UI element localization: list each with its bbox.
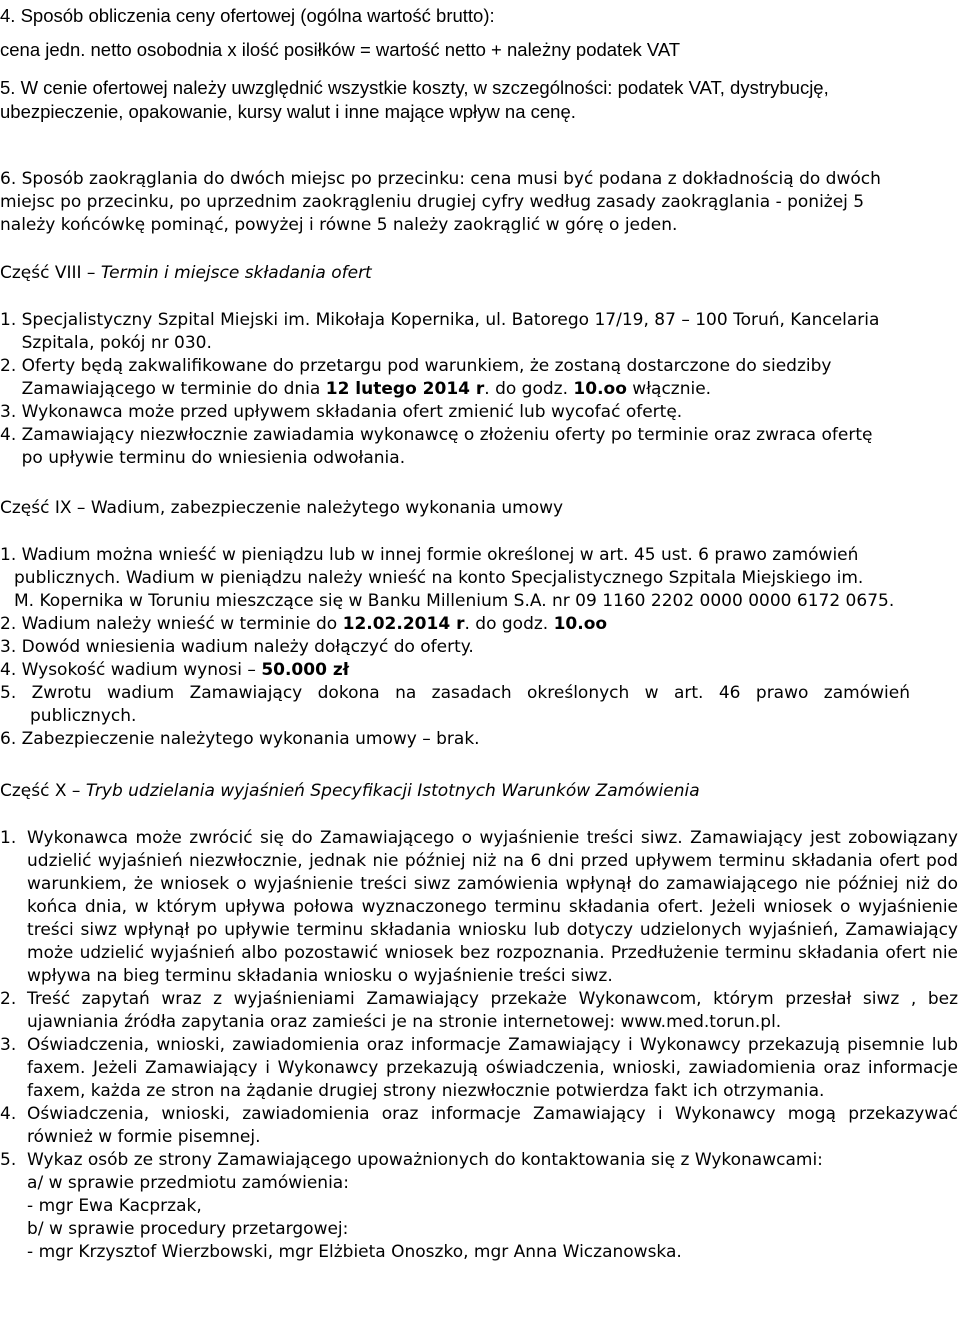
part-viii-item-2-line-1: Oferty będą zakwalifikowane do przetargu pod warunkiem, że zostaną dostarczone do siedziby	[21, 356, 832, 376]
part-ix-item-1-line-2: publicznych. Wadium w pieniądzu należy wnieść na konto Specjalistycznego Szpitala Miejskiego im.	[14, 568, 864, 588]
part-x-section	[0, 780, 958, 1264]
contact-group-a-person: - mgr Ewa Kacprzak,	[27, 1196, 202, 1216]
list-number: 2.	[0, 989, 28, 1009]
list-number: 4.	[0, 1104, 28, 1124]
part-x-item-3	[0, 1034, 958, 1103]
part-x-heading-title: Tryb udzielania wyjaśnień Specyfikacji Istotnych Warunków Zamówienia	[85, 781, 700, 801]
item-4-price-calculation: 4. Sposób obliczenia ceny ofertowej (ogólna wartość brutto):	[0, 5, 495, 26]
part-viii-item-1-line-1: Specjalistyczny Szpital Miejski im. Mikołaja Kopernika, ul. Batorego 17/19, 87 – 100 Toruń, Kancelaria	[21, 310, 880, 330]
part-viii-item-4-line-2: po upływie terminu do wniesienia odwołania.	[21, 448, 406, 468]
list-number: 1.	[0, 828, 28, 848]
part-ix-item-3: 3. Dowód wniesienia wadium należy dołączyć do oferty.	[0, 637, 474, 657]
contact-group-a-label: a/ w sprawie przedmiotu zamówienia:	[27, 1173, 349, 1193]
part-x-item-text: Wykonawca może zwrócić się do Zamawiającego o wyjaśnienie treści siwz. Zamawiający jest zobowiązany udzielić wyjaśnień niezwłocznie, jednak nie później niż na 6 dni przed upływem terminu składania ofert pod warunkiem, że wniosek o wyjaśnienie treści siwz zamówienia wpłynął do zamawiającego nie później niż do końca dnia, w którym upływa połowa wyznaczonego terminu składania ofert. Jeżeli wniosek o wyjaśnienie treści siwz wpłynął po upływie terminu składania wniosku lub dotyczy udzielonych wyjaśnień, Zamawiający może udzielić wyjaśnień albo pozostawić wniosek bez rozpoznania. Przedłużenie terminu składania ofert nie wpływa na bieg terminu składania wniosku o wyjaśnienie treści siwz.	[27, 828, 958, 986]
deposit-amount: 50.000 zł	[261, 660, 350, 680]
part-ix-item-5-line-2: publicznych.	[30, 706, 137, 726]
part-x-item-text: Oświadczenia, wnioski, zawiadomienia oraz informacje Zamawiający i Wykonawcy przekazują pisemnie lub faxem. Jeżeli Zamawiający i Wykonawcy przekazują oświadczenia, wnioski, zawiadomienia oraz informacje faxem, każda ze stron na żądanie drugiej strony niezwłocznie potwierdza fakt ich otrzymania.	[27, 1035, 958, 1101]
part-viii-heading-title: Termin i miejsce składania ofert	[100, 263, 372, 283]
list-number: 2.	[0, 356, 22, 376]
part-x-item-1	[0, 827, 958, 988]
part-ix-item-5	[0, 682, 958, 728]
submission-time: 10.oo	[573, 379, 627, 399]
item-5-line-2: ubezpieczenie, opakowanie, kursy walut i inne mające wpływ na cenę.	[0, 101, 576, 122]
list-number: 4.	[0, 425, 22, 445]
item-5-line-1: 5. W cenie ofertowej należy uwzględnić wszystkie koszty, w szczególności: podatek VAT, dystrybucję,	[0, 77, 829, 98]
list-number: 5.	[0, 1150, 28, 1170]
part-ix-item-1-line-1: 1. Wadium można wnieść w pieniądzu lub w innej formie określonej w art. 45 ust. 6 prawo zamówień	[0, 545, 859, 565]
submission-date: 12 lutego 2014 r	[325, 379, 485, 399]
list-number: 3.	[0, 1035, 28, 1055]
part-ix-heading: Część IX – Wadium, zabezpieczenie należytego wykonania umowy	[0, 498, 564, 518]
part-viii-heading	[0, 262, 958, 285]
part-ix-item-4: 4. Wysokość wadium wynosi – 50.000 zł	[0, 660, 350, 680]
list-number: 1.	[0, 310, 22, 330]
part-viii-heading-prefix: Część VIII –	[0, 263, 101, 283]
part-viii-item-4-line-1: Zamawiający niezwłocznie zawiadamia wykonawcę o złożeniu oferty po terminie oraz zwraca ofertę	[21, 425, 873, 445]
part-ix-item-1	[0, 544, 958, 613]
part-x-item-5-text: Wykaz osób ze strony Zamawiającego upoważnionych do kontaktowania się z Wykonawcami:	[27, 1150, 823, 1170]
part-x-heading	[0, 780, 958, 803]
part-viii-section	[0, 262, 958, 470]
part-ix-item-5-line-1: 5. Zwrotu wadium Zamawiający dokona na zasadach określonych w art. 46 prawo zamówień	[0, 683, 910, 703]
part-viii-item-2	[0, 355, 958, 401]
part-ix-item-2: 2. Wadium należy wnieść w terminie do 12.02.2014 r. do godz. 10.oo	[0, 614, 608, 634]
rounding-line-1: 6. Sposób zaokrąglania do dwóch miejsc po przecinku: cena musi być podana z dokładnością do dwóch	[0, 169, 881, 189]
part-x-item-text: Treść zapytań wraz z wyjaśnieniami Zamawiający przekaże Wykonawcom, którym przesłał siwz , bez ujawniania źródła zapytania oraz zamieści je na stronie internetowej: www.med.torun.pl.	[27, 989, 958, 1032]
part-viii-item-1	[0, 309, 958, 355]
part-viii-item-1-line-2: Szpitala, pokój nr 030.	[21, 333, 212, 353]
part-viii-item-4	[0, 424, 958, 470]
part-viii-item-2-line-2: Zamawiającego w terminie do dnia 12 lutego 2014 r. do godz. 10.oo włącznie.	[21, 379, 712, 399]
deposit-time: 10.oo	[553, 614, 608, 634]
part-x-heading-prefix: Część X –	[0, 781, 86, 801]
part-ix-item-6: 6. Zabezpieczenie należytego wykonania umowy – brak.	[0, 729, 480, 749]
part-x-item-text: Oświadczenia, wnioski, zawiadomienia oraz informacje Zamawiający i Wykonawcy mogą przekazywać również w formie pisemnej.	[27, 1104, 958, 1147]
rounding-line-2: miejsc po przecinku, po uprzednim zaokrągleniu drugiej cyfry według zasady zaokrąglania - poniżej 5	[0, 192, 865, 212]
part-x-item-5	[0, 1149, 958, 1264]
price-calculation-section	[0, 4, 958, 124]
part-viii-item-3: 3. Wykonawca może przed upływem składania ofert zmienić lub wycofać ofertę.	[0, 402, 683, 422]
part-ix-item-1-line-3: M. Kopernika w Toruniu mieszczące się w Banku Millenium S.A. nr 09 1160 2202 0000 0000 6172 0675.	[14, 591, 895, 611]
part-ix-section	[0, 497, 958, 751]
part-x-item-4	[0, 1103, 958, 1149]
contact-group-b-persons: - mgr Krzysztof Wierzbowski, mgr Elżbieta Onoszko, mgr Anna Wiczanowska.	[27, 1242, 682, 1262]
contact-group-b-label: b/ w sprawie procedury przetargowej:	[27, 1219, 349, 1239]
part-x-list	[0, 827, 958, 1264]
rounding-rule-section	[0, 168, 958, 237]
price-formula: cena jedn. netto osobodnia x ilość posiłków = wartość netto + należny podatek VAT	[0, 39, 681, 60]
rounding-line-3: należy końcówkę pominąć, powyżej i równe 5 należy zaokrąglić w górę o jeden.	[0, 215, 678, 235]
part-x-item-2	[0, 988, 958, 1034]
deposit-date: 12.02.2014 r	[342, 614, 465, 634]
